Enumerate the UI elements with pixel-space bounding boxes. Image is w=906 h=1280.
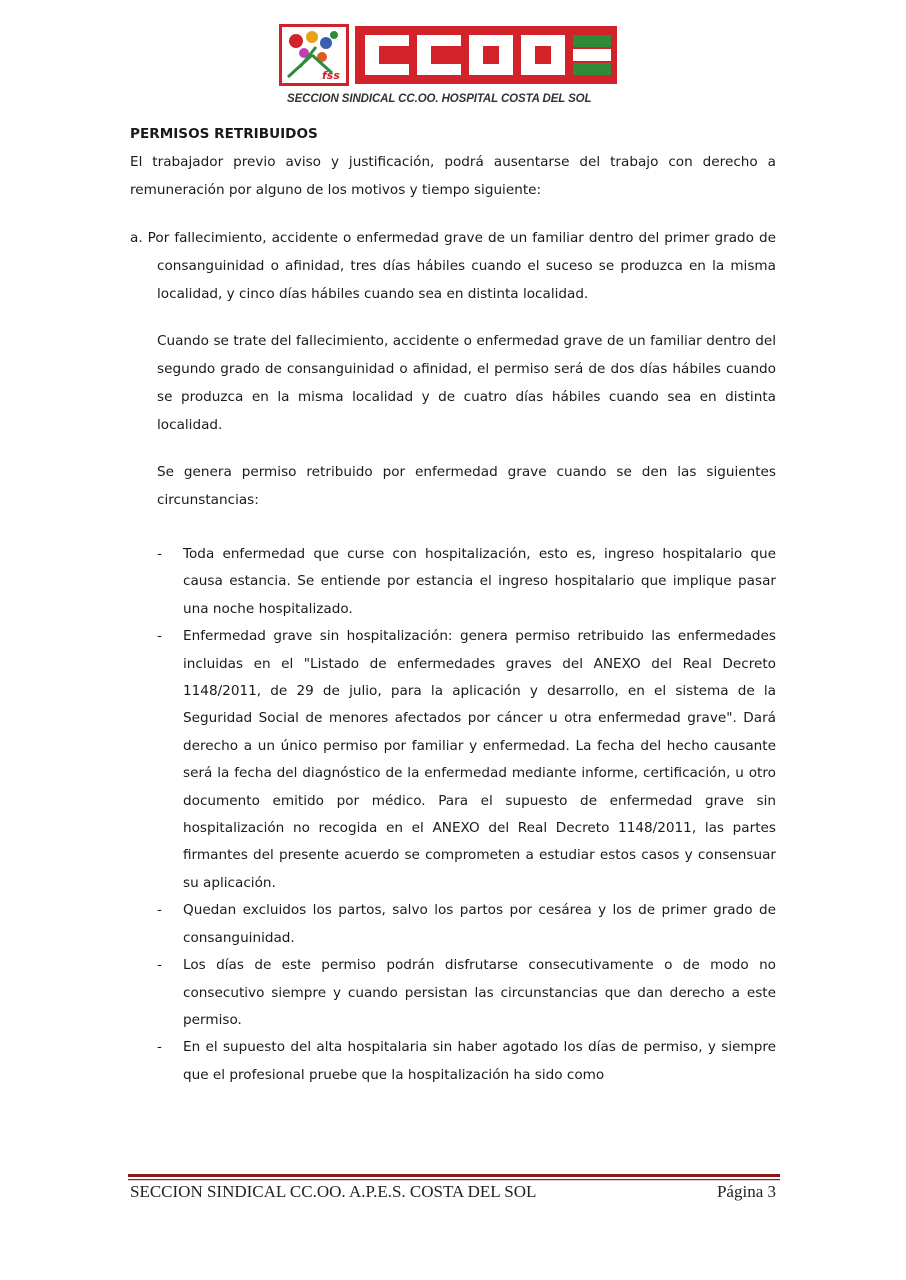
- footer-divider: [128, 1174, 780, 1181]
- circumstances-list: [157, 541, 776, 1089]
- list-item: [157, 897, 776, 952]
- list-item: [157, 623, 776, 897]
- list-item: [157, 952, 776, 1034]
- intro-paragraph: El trabajador previo aviso y justificación, podrá ausentarse del trabajo con derecho a remuneración por alguno de los motivos y tiempo siguiente:: [130, 154, 776, 198]
- header-subtitle: SECCION SINDICAL CC.OO. HOSPITAL COSTA DEL SOL: [287, 93, 592, 105]
- list-item-text: Los días de este permiso podrán disfrutarse consecutivamente o de modo no consecutivo siempre y cuando persistan las circunstancias que dan derecho a este permiso.: [183, 957, 776, 1028]
- bullet-marker: -: [157, 1039, 162, 1056]
- bullet-marker: -: [157, 628, 162, 645]
- list-item-text: Toda enfermedad que curse con hospitalización, esto es, ingreso hospitalario que causa estancia. Se entiende por estancia el ingreso hospitalario que implique pasar una noche hospitalizado.: [183, 546, 776, 617]
- second-degree-paragraph: Cuando se trate del fallecimiento, accidente o enfermedad grave de un familiar dentro del segundo grado de consanguinidad o afinidad, el permiso será de dos días hábiles cuando se produzca en la misma localidad y de cuatro días hábiles cuando sea en distinta localidad.: [157, 333, 776, 433]
- logo-badge: fss: [322, 69, 340, 82]
- document-body: [130, 124, 776, 1089]
- list-item-text: Enfermedad grave sin hospitalización: genera permiso retribuido las enfermedades incluidas en el "Listado de enfermedades graves del ANEXO del Real Decreto 1148/2011, de 29 de julio, para la aplicación y desarrollo, en el sistema de la Seguridad Social de menores afectados por cáncer u otra enfermedad grave". Dará derecho a un único permiso por familiar y enfermedad. La fecha del hecho causante será la fecha del diagnóstico de la enfermedad mediante informe, certificación, u otro documento emitido por médico. Para el supuesto de enfermedad grave sin hospitalización no recogida en el ANEXO del Real Decreto 1148/2011, las partes firmantes del presente acuerdo se comprometen a estudiar estos casos y consensuar su aplicación.: [183, 628, 776, 891]
- footer-section-name: SECCION SINDICAL CC.OO. A.P.E.S. COSTA DEL SOL: [130, 1182, 537, 1201]
- logo-text: CCOO: [355, 26, 358, 27]
- serious-illness-paragraph: Se genera permiso retribuido por enfermedad grave cuando se den las siguientes circunstancias:: [157, 464, 776, 508]
- ccoo-logo-icon: [355, 26, 617, 84]
- list-item: [157, 541, 776, 623]
- page-number: Página 3: [716, 1182, 776, 1201]
- list-item-text: Quedan excluidos los partos, salvo los partos por cesárea y los de primer grado de consanguinidad.: [183, 902, 776, 946]
- list-item-text: En el supuesto del alta hospitalaria sin haber agotado los días de permiso, y siempre que el profesional pruebe que la hospitalización ha sido como: [183, 1039, 776, 1083]
- bullet-marker: -: [157, 546, 162, 562]
- flowers-logo-icon: [279, 24, 349, 86]
- page-title: PERMISOS RETRIBUIDOS: [130, 126, 318, 142]
- item-a-paragraph: a. Por fallecimiento, accidente o enfermedad grave de un familiar dentro del primer grado de consanguinidad o afinidad, tres días hábiles cuando el suceso se produzca en la misma localidad, y cinco días hábiles cuando sea en distinta localidad.: [130, 230, 776, 302]
- bullet-marker: -: [157, 957, 162, 974]
- list-item: [157, 1034, 776, 1089]
- header-logo: [279, 24, 619, 110]
- bullet-marker: -: [157, 902, 162, 919]
